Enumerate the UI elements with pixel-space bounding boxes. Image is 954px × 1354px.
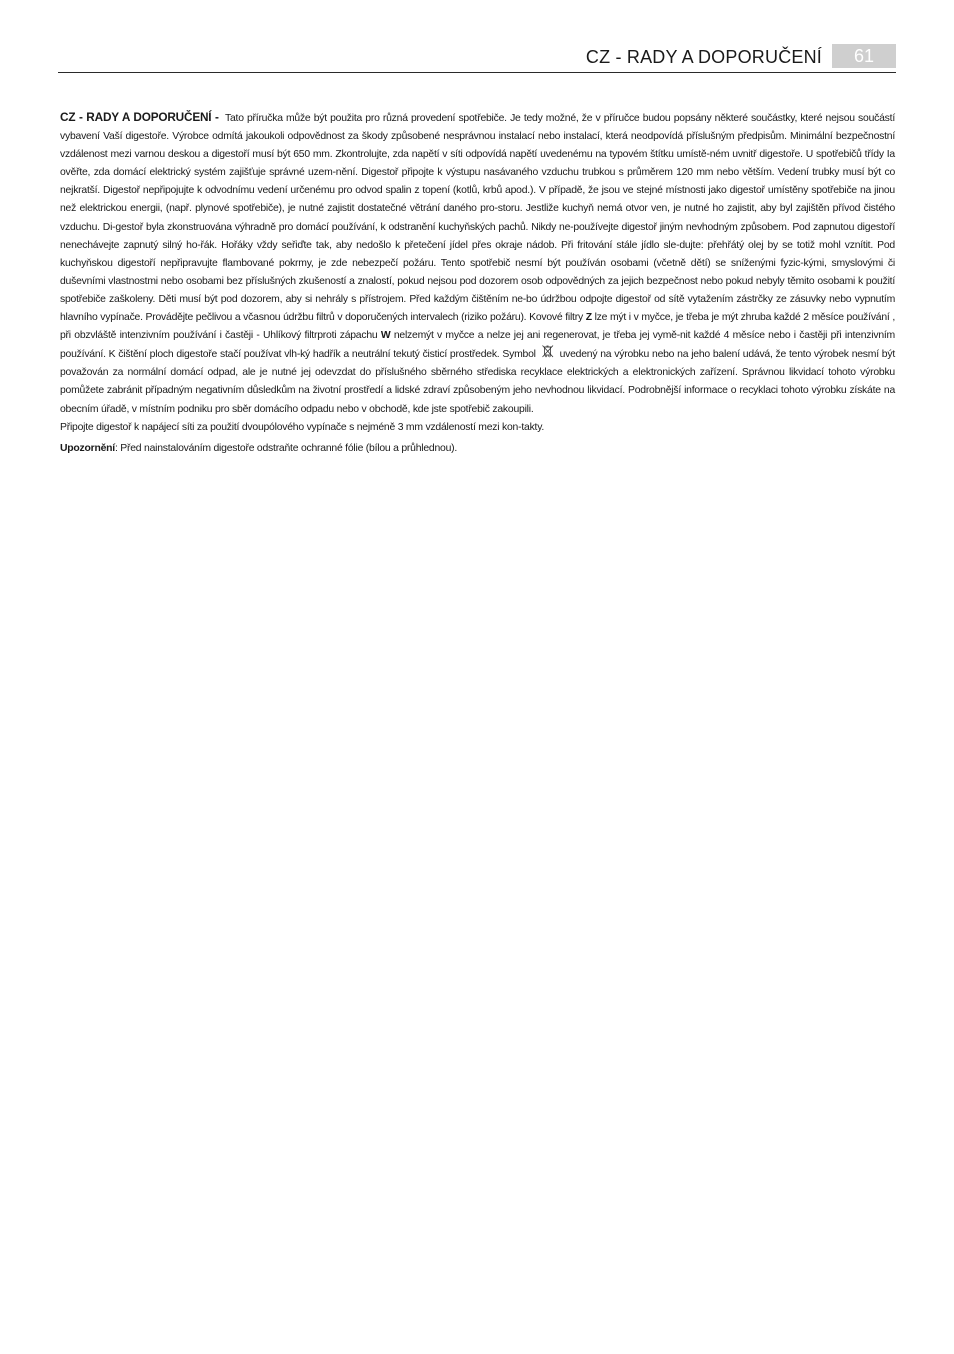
warning-label: Upozornění xyxy=(60,442,115,454)
section-body xyxy=(60,108,895,458)
text-part-a: Tato příručka může být použita pro různá provedení spotřebiče. Je tedy možné, že v příručce budou popsány některé součástky, které nejsou součástí vybavení Vaší digestoře. Výrobce odmítá jakoukoli odpovědnost za škody způsobené nesprávnou instalací nebo instalací, která neodpovídá příslušným předpisům. Minimální bezpečnostní vzdálenost mezi varnou deskou a digestoří musí být 650 mm. Zkontrolujte, zda napětí v síti odpovídá napětí uvedenému na typovém štítku umístě-ném uvnitř digestoře. U spotřebičů třídy Ia ověřte, zda domácí elektrický systém zajišťuje správné uzem-nění. Digestoř připojte k výstupu nasávaného vzduchu trubkou s průměrem 120 mm nebo větším. Vedení trubky musí být co nejkratší. Digestoř nepřipojujte k odvodnímu vedení určenému pro odvod spalin z topení (kotlů, krbů apod.). V případě, že jsou ve stejné místnosti jako digestoř umístěny spotřebiče na jinou než elektrickou energii, (např. plynové spotřebiče), je nutné zajistit dostatečné větrání daného pro-storu. Jestliže kuchyň nemá otvor ven, je nutné ho zajistit, aby byl zajištěn přívod čistého vzduchu. Di-gestoř byla zkonstruována výhradně pro domácí používání, k odstranění kuchyňských pachů. Nikdy ne-používejte digestoř jiným nevhodným způsobem. Pod zapnutou digestoří nenechávejte zapnutý silný ho-řák. Hořáky vždy seřiďte tak, aby nedošlo k přetečení jídel přes okraje nádob. Při fritování stále jídlo sle-dujte: přehřátý olej by se totiž mohl vznítit. Pod kuchyňskou digestoří nepřipravujte flambované pokrmy, je zde nebezpečí požáru. Tento spotřebič nesmí být používán osobami (včetně dětí) se sníženými fyzic-kými, smyslovými či duševními vlastnostmi nebo osobami bez příslušných zkušeností a znalostí, pokud nejsou pod dozorem osob odpovědných za jejich bezpečnost nebo pokud nebyly těmito osobami k použití spotřebiče zaškoleny. Děti musí být pod dozorem, aby si nehrály s přístrojem. Před každým čištěním ne-bo údržbou odpojte digestoř od sítě vytažením zástrčky ze zásuvky nebo vypnutím hlavního vypínače. Provádějte pečlivou a včasnou údržbu filtrů v doporučených intervalech (riziko požáru). Kovové filtry xyxy=(60,113,895,324)
section-heading: CZ - RADY A DOPORUČENÍ - xyxy=(60,110,219,124)
text-part-d: uvedený na výrobku nebo na jeho balení udává, že tento výrobek nesmí být považován za normální domácí odpad, ale je nutné jej odevzdat do příslušného sběrného střediska recyklace elektrických a elektronických zařízení. Správnou likvidací tohoto výrobku pomůžete zabránit případným negativním důsledkům na životní prostředí a lidské zdraví způsobeným jeho nevhodnou likvidací. Podrobnější informace o recyklaci tohoto výrobku získáte na obecním úřadě, v místním podniku pro sběr domácího odpadu nebo v obchodě, kde jste spotřebič zakoupili. xyxy=(60,349,895,415)
text-part-b: lze mýt i v myčce, je třeba je mýt zhruba každé 2 měsíce používání , při obzvláště intenzivním používání i častěji - Uhlíkový filtrproti zápachu xyxy=(60,312,896,342)
main-paragraph xyxy=(60,108,895,419)
header-title: CZ - RADY A DOPORUČENÍ xyxy=(585,47,822,67)
crossed-out-wheeled-bin-icon xyxy=(541,345,555,358)
page-number: 61 xyxy=(832,44,896,68)
filter-label-w: W xyxy=(380,330,391,342)
warning-paragraph xyxy=(60,440,895,458)
connect-paragraph: Připojte digestoř k napájecí síti za použití dvoupólového vypínače s nejméně 3 mm vzdáleností mezi kon-takty. xyxy=(60,421,545,433)
warning-text: : Před nainstalováním digestoře odstraňte ochranné fólie (bílou a průhlednou). xyxy=(114,442,458,454)
page-header xyxy=(58,42,896,73)
filter-label-z: Z xyxy=(585,312,592,324)
text-part-c: nelzemýt v myčce a nelze jej ani regenerovat, je třeba jej vymě-nit každé 4 měsíce nebo i častěji při intenzivním používání. K čištění ploch digestoře stačí používat vlh-ký hadřík a neutrální tekutý čisticí prostředek. Symbol xyxy=(60,330,895,361)
